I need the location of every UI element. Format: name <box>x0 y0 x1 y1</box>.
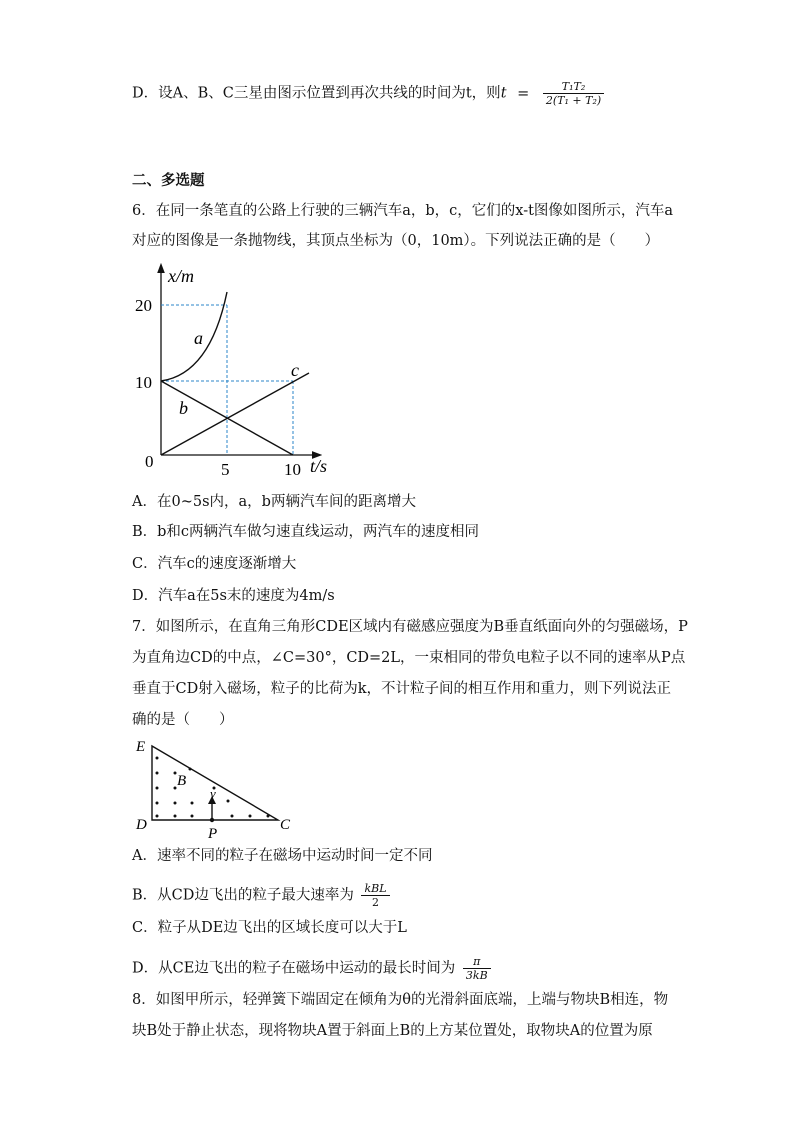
q6-option-a: A．在0~5s内，a，b两辆汽车间的距离增大 <box>132 494 416 510</box>
q5-formula-numerator: T₁T₂ <box>543 80 604 94</box>
q7-option-b-denominator: 2 <box>372 896 380 909</box>
point-p-label: P <box>208 826 218 841</box>
y-axis-label: x/m <box>168 266 194 286</box>
q7-stem-line2: 为直角边CD的中点，∠C=30°，CD=2L，一束相同的带负电粒子以不同的速率从P点 <box>132 650 686 666</box>
vertex-e: E <box>136 739 146 755</box>
triangle-cde <box>152 746 278 820</box>
origin-label: 0 <box>145 452 154 471</box>
q5-option-d-text: 设A、B、C三星由图示位置到再次共线的时间为t，则 <box>158 85 501 102</box>
line-c-label: c <box>291 360 299 380</box>
q7-option-d-numerator: π <box>463 955 491 969</box>
q7-option-d-denominator: 3kB <box>465 969 488 982</box>
q7-option-d-fraction <box>463 955 491 982</box>
q6-stem-line2: 对应的图像是一条抛物线，其顶点坐标为（0，10m）。下列说法正确的是（ ） <box>132 233 660 249</box>
field-label: B <box>177 773 187 789</box>
q7-option-c: C．粒子从DE边飞出的区域长度可以大于L <box>132 920 407 936</box>
q6-option-d: D．汽车a在5s末的速度为4m/s <box>132 588 335 604</box>
y-tick-10: 10 <box>135 373 152 392</box>
q5-formula-fraction <box>543 80 604 107</box>
x-tick-10: 10 <box>284 460 301 479</box>
q7-option-b-fraction <box>361 882 389 909</box>
q7-option-b-numerator: kBL <box>361 882 389 896</box>
q7-stem-line3: 垂直于CD射入磁场，粒子的比荷为k，不计粒子间的相互作用和重力，则下列说法正 <box>132 681 672 697</box>
x-axis-label: t/s <box>310 456 328 476</box>
q5-formula-denominator: 2(T₁ + T₂) <box>545 94 602 107</box>
q8-stem-line1: 8．如图甲所示，轻弹簧下端固定在倾角为θ的光滑斜面底端，上端与物块B相连，物 <box>132 992 669 1008</box>
q6-option-c: C．汽车c的速度逐渐增大 <box>132 556 297 572</box>
q6-stem-line1: 6．在同一条笔直的公路上行驶的三辆汽车a，b，c，它们的x-t图像如图所示，汽车a <box>132 203 674 219</box>
line-b-label: b <box>179 398 188 418</box>
q7-option-d <box>132 955 494 982</box>
q7-stem-line4: 确的是（ ） <box>132 712 234 728</box>
q7-option-d-text: D．从CE边飞出的粒子在磁场中运动的最长时间为 <box>132 960 456 977</box>
curve-a-label: a <box>194 328 203 348</box>
xt-graph <box>130 262 350 482</box>
triangle-figure <box>130 736 310 841</box>
q5-option-d <box>132 80 607 107</box>
q5-formula-eq: = <box>517 85 530 102</box>
q8-stem-line2: 块B处于静止状态，现将物块A置于斜面上B的上方某位置处，取物块A的位置为原 <box>132 1023 653 1039</box>
q5-formula-lhs: t <box>500 85 507 102</box>
section-heading: 二、多选题 <box>132 173 205 189</box>
point-p <box>210 818 214 822</box>
q7-option-a: A．速率不同的粒子在磁场中运动时间一定不同 <box>132 848 433 864</box>
vertex-c: C <box>280 817 291 833</box>
q7-stem-line1: 7．如图所示，在直角三角形CDE区域内有磁感应强度为B垂直纸面向外的匀强磁场，P <box>132 619 688 635</box>
x-tick-5: 5 <box>221 460 230 479</box>
velocity-label: v <box>210 786 216 801</box>
vertex-d: D <box>136 817 147 833</box>
q6-option-b: B．b和c两辆汽车做匀速直线运动，两汽车的速度相同 <box>132 524 480 540</box>
q7-option-b <box>132 882 393 909</box>
q5-option-d-label: D． <box>132 85 159 102</box>
y-tick-20: 20 <box>135 296 152 315</box>
q7-option-b-text: B．从CD边飞出的粒子最大速率为 <box>132 887 354 904</box>
